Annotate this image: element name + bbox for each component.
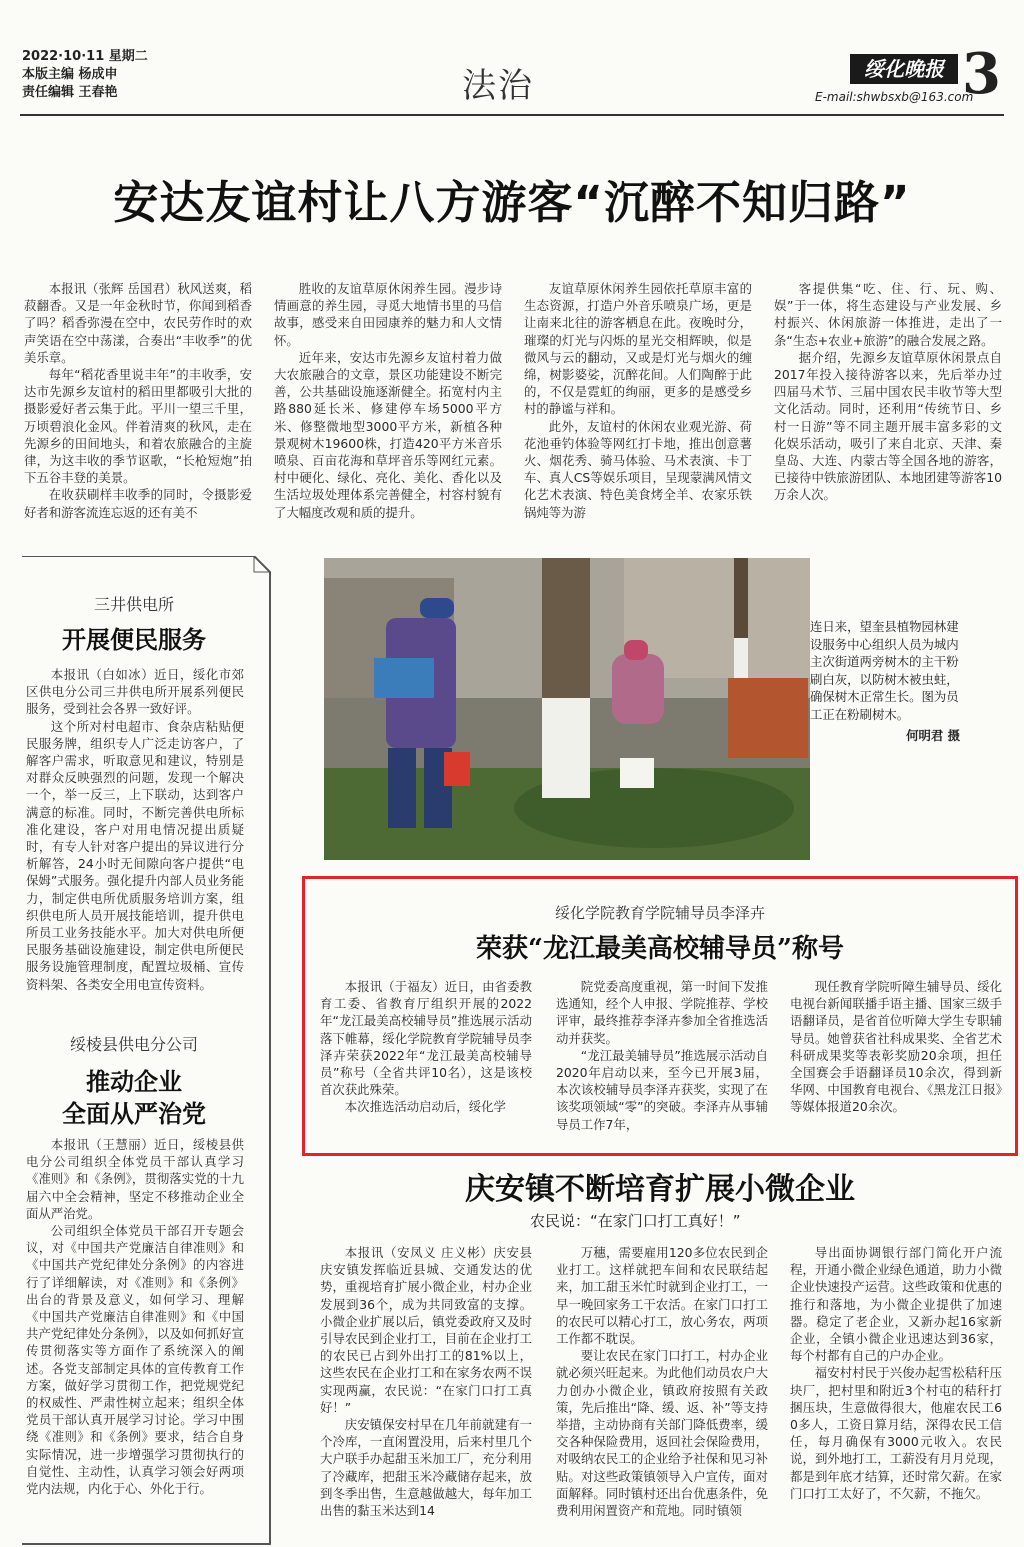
- lead-col2-para: 近年来，安达市先源乡友谊村着力做大农旅融合的文章，景区功能建设不断完善，公共基础设施逐渐健全。拓宽村内主路880延长米、修建停车场5000平方米、修整微地型3000平方米，新植各种景观树木19600株，打造420平方米音乐喷泉、百亩花海和草坪音乐等网红元素。村中硬化、绿化、亮化、美化、香化以及生活垃圾处理体系完善健全，村容村貌有了大幅度改观和质的提升。: [274, 349, 502, 520]
- photo-caption: [810, 618, 960, 745]
- header-meta: [22, 48, 148, 102]
- highlight-col1-para: 本报讯（于福友）近日，由省委教育工委、省教育厅组织开展的2022年“龙江最美高校辅导员”推选展示活动落下帷幕，绥化学院教育学院辅导员李泽卉荣获2022年“龙江最美高校辅导员”称号（全省共评10名），这是该校首次获此殊荣。: [320, 979, 532, 1098]
- lead-col1-para: 本报讯（张辉 岳国君）秋风送爽，稻菽翻香。又是一年金秋时节，你闻到稻香了吗？稻香弥漫在空中，农民劳作时的欢声笑语在空中荡漾，合奏出“丰收季”的优美乐章。: [24, 281, 252, 365]
- lead-col-1: [24, 280, 252, 521]
- lead-col1-para: 在收获刷样丰收季的同时，令摄影爱好者和游客流连忘返的还有美不: [24, 487, 252, 520]
- highlight-col-2: [556, 978, 768, 1133]
- responsible-editor: 责任编辑 王春艳: [22, 85, 118, 100]
- bottom-col2-para: 万穗，需要雇用120多位农民到企业打工。这样就把车间和农民联结起来，加工甜玉米忙时就到企业打工，一早一晚回家务工干农活。在家门口打工的农民可以精心打工，放心务农，两项工作都不耽误。: [556, 1245, 768, 1347]
- lead-col-2: [274, 280, 502, 521]
- lead-col3-para: 此外，友谊村的休闲农业观光游、荷花池垂钓体验等网红打卡地，推出创意薯火、烟花秀、骑马体验、马术表演、卡丁车、真人CS等娱乐项目，呈现蒙满风情文化艺术表演、特色美食烤全羊、农家乐铁锅炖等为游: [524, 418, 752, 520]
- lead-col4-para: 客提供集“吃、住、行、玩、购、娱”于一体，将生态建设与产业发展、乡村振兴、休闲旅游一体推进，走出了一条“生态+农业+旅游”的融合发展之路。: [774, 281, 1002, 348]
- highlight-title: 荣获“龙江最美高校辅导员”称号: [476, 934, 844, 964]
- bottom-col1-para: 本报讯（安凤义 庄义彬）庆安县庆安镇发挥临近县城、交通发达的优势，重视培育扩展小微企业，村办企业发展到36个，成为共同致富的支撑。小微企业扩展以后，镇党委政府又及时引导农民到企业打工，目前在企业打工的农民已占到外出打工的81%以上，这些农民在企业打工和在家务农两不误实现两赢，农民说：“在家门口打工真好！”: [320, 1245, 532, 1415]
- bottom-col3-para: 导出面协调银行部门简化开户流程，开通小微企业绿色通道，助力小微企业快速投产运营。这些政策和优惠的推行和落地，为小微企业提供了加速器。稳定了老企业，又新办起16家新企业，全镇小微企业迅速达到36家，每个村都有自己的户办企业。: [790, 1245, 1002, 1364]
- sidebar2-body: [26, 1136, 244, 1497]
- sidebar2-para: 公司组织全体党员干部召开专题会议，对《中国共产党廉洁自律准则》和《中国共产党纪律处分条例》的内容进行了详细解读，对《准则》和《条例》出台的背景及意义，如何学习、理解《中国共产党廉洁自律准则》和《中国共产党纪律处分条例》，以及如何抓好宣传贯彻落实等方面作了系统深入的阐述。各党支部制定具体的宣传教育工作方案，做好学习贯彻工作，把党规党纪的权威性、严肃性树立起来；组织全体党员干部认真开展学习讨论。学习中围绕《准则》和《条例》要求，结合自身实际情况，进一步增强学习贯彻执行的自觉性、主动性，认真学习领会好两项党内法规，内化于心、外化于行。: [26, 1223, 244, 1497]
- lead-col-3: [524, 280, 752, 521]
- highlight-col-1: [320, 978, 532, 1116]
- contact-email: E-mail:shwbsxb@163.com: [815, 90, 974, 104]
- highlight-col-3: [790, 978, 1002, 1116]
- sidebar1-para: 这个所对村电超市、食杂店粘贴便民服务牌，组织专人广泛走访客户，了解客户需求，听取意见和建议，特别是对群众反映强烈的问题，发现一个解决一个，举一反三，上下联动，达到客户满意的标准。同时，不断完善供电所标准化建设，客户对用电情况提出质疑时，有专人针对客户提出的异议进行分析解答，24小时无间隙向客户提供“电保姆”式服务。强化提升内部人员业务能力，制定供电所优质服务培训方案，组织供电所人员开展技能培训，提升供电所员工业务技能水平。加大对供电所便民服务基础设施建设，制定供电所便民服务设施管理制度，配置垃圾桶、宣传资料架、各类安全用电宣传资料。: [26, 718, 244, 992]
- bottom-col-2: [556, 1244, 768, 1519]
- issue-date: 2022·10·11 星期二: [22, 49, 148, 64]
- photo-credit: 何明君 摄: [906, 728, 960, 743]
- bottom-col-3: [790, 1244, 1002, 1502]
- news-photo: [324, 558, 810, 860]
- sidebar2-title-line1: 推动企业: [86, 1067, 182, 1096]
- sidebar2-kicker: 绥棱县供电分公司: [69, 1035, 198, 1054]
- masthead-logo: 绥化晚报: [850, 54, 958, 84]
- section-name: 法治: [462, 66, 534, 106]
- caption-text: 连日来，望奎县植物园林建设服务中心组织人员为城内主次街道两旁树木的主干粉刷白灰，以防树木被虫蛀，确保树木正常生长。图为员工正在粉刷树木。: [810, 619, 959, 722]
- bottom-title: 庆安镇不断培育扩展小微企业: [465, 1172, 855, 1207]
- lead-col4-para: 据介绍，先源乡友谊草原休闲景点自2017年投入接待游客以来，先后举办过四届马术节、三届中国农民丰收节等大型文化活动。同时，还利用“传统节日、乡村一日游”等不同主题开展丰富多彩的文化娱乐活动，吸引了来自北京、天津、秦皇岛、大连、内蒙古等全国各地的游客，已接待中铁旅游团队、本地团建等游客10万余人次。: [774, 349, 1002, 503]
- highlight-col2-para: 院党委高度重视，第一时间下发推选通知，经个人申报、学院推荐、学校评审，最终推荐李泽卉参加全省推选活动并获奖。: [556, 979, 768, 1046]
- bottom-col3-para: 福安村村民于兴俊办起雪松秸秆压块厂，把村里和附近3个村屯的秸秆打捆压块，生意做得很大，他雇农民工60多人，工资日算月结，深得农民工信任，每月确保有3000元收入。农民说，到外地打工，工薪没有月月兑现，都是到年底才结算，还时常欠薪。在家门口打工太好了，不欠薪，不拖欠。: [790, 1365, 1002, 1501]
- header-rule: [20, 114, 1004, 116]
- highlight-col1-para: 本次推选活动启动后，绥化学: [344, 1099, 506, 1115]
- highlight-col3-para: 现任教育学院听障生辅导员、绥化电视台新闻联播手语主播、国家三级手语翻译员，是省首位听障大学生专职辅导员。她曾获省社科成果奖、全省艺术科研成果奖等表彰奖励20余项，担任全国赛会手语翻译员10余次，得到新华网、中国教育电视台、《黑龙江日报》等媒体报道20余次。: [790, 979, 1002, 1115]
- bottom-col1-para: 庆安镇保安村早在几年前就建有一个冷库，一直闲置没用，后来村里几个大户联手办起甜玉米加工厂，充分利用了冷藏库，把甜玉米冷藏储存起来，放到冬季出售，生意越做越大，每年加工出售的黏玉米达到14: [320, 1417, 532, 1519]
- lead-headline: 安达友谊村让八方游客“沉醉不知归路”: [113, 176, 911, 229]
- sidebar1-title: 开展便民服务: [62, 625, 206, 654]
- highlight-col2-para: “龙江最美辅导员”推选展示活动自2020年启动以来，至今已开展3届，本次该校辅导员李泽卉获奖，实现了在该奖项领域“零”的突破。李泽卉从事辅导员工作7年，: [556, 1047, 768, 1132]
- bottom-subtitle: 农民说：“在家门口打工真好！”: [530, 1212, 741, 1230]
- sidebar1-body: [26, 666, 244, 993]
- sidebar2-title-line2: 全面从严治党: [62, 1099, 206, 1128]
- sidebar2-para: 本报讯（王慧丽）近日，绥棱县供电分公司组织全体党员干部认真学习《准则》和《条例》，贯彻落实党的十九届六中全会精神，坚定不移推动企业全面从严治党。: [26, 1137, 244, 1221]
- sidebar1-para: 本报讯（白如冰）近日，绥化市郊区供电分公司三井供电所开展系列便民服务，受到社会各界一致好评。: [26, 667, 244, 717]
- page-number: 3: [962, 41, 1001, 107]
- highlight-kicker: 绥化学院教育学院辅导员李泽卉: [554, 904, 765, 922]
- sidebar1-kicker: 三井供电所: [93, 595, 174, 614]
- lead-col2-para: 胜收的友谊草原休闲养生园。漫步诗情画意的养生园，寻觅大地情书里的马信故事，感受来自田园康养的魅力和人文情怀。: [274, 281, 502, 348]
- chief-editor: 本版主编 杨成申: [22, 67, 118, 82]
- lead-col3-para: 友谊草原休闲养生园依托草原丰富的生态资源，打造户外音乐喷泉广场，更是让南来北往的游客栖息在此。夜晚时分，璀璨的灯光与闪烁的星光交相辉映，似是微风与云的翻动，又或是灯光与烟火的缠绵，树影婆娑，沉醉花间。人们陶醉于此的，不仅是霓虹的绚丽，更多的是感受乡村的静谧与祥和。: [524, 281, 752, 417]
- lead-col1-para: 每年“稻花香里说丰年”的丰收季，安达市先源乡友谊村的稻田里都吸引大批的摄影爱好者云集于此。平川一望三千里，万顷碧浪化金风。伴着清爽的秋风，走在先源乡的田间地头，和着农旅融合的主旋律，为这丰收的季节讴歌，“长枪短炮”拍下五谷丰登的美景。: [24, 367, 252, 486]
- bottom-col-1: [320, 1244, 532, 1519]
- lead-col-4: [774, 280, 1002, 504]
- tree-painting-illustration: [324, 558, 810, 860]
- bottom-col2-para: 要让农民在家门口打工，村办企业就必须兴旺起来。为此他们动员农户大力创办小微企业，镇政府按照有关政策，先后推出“降、缓、返、补”等支持举措，主动协商有关部门降低费率，缓交各种保险费用，返回社会保险费用，对吸纳农民工的企业给予社保和见习补贴。对这些政策镇领导入户宣传，面对面解释。同时镇村还出台优惠条件，免费利用闲置资产和荒地。同时镇领: [556, 1348, 768, 1519]
